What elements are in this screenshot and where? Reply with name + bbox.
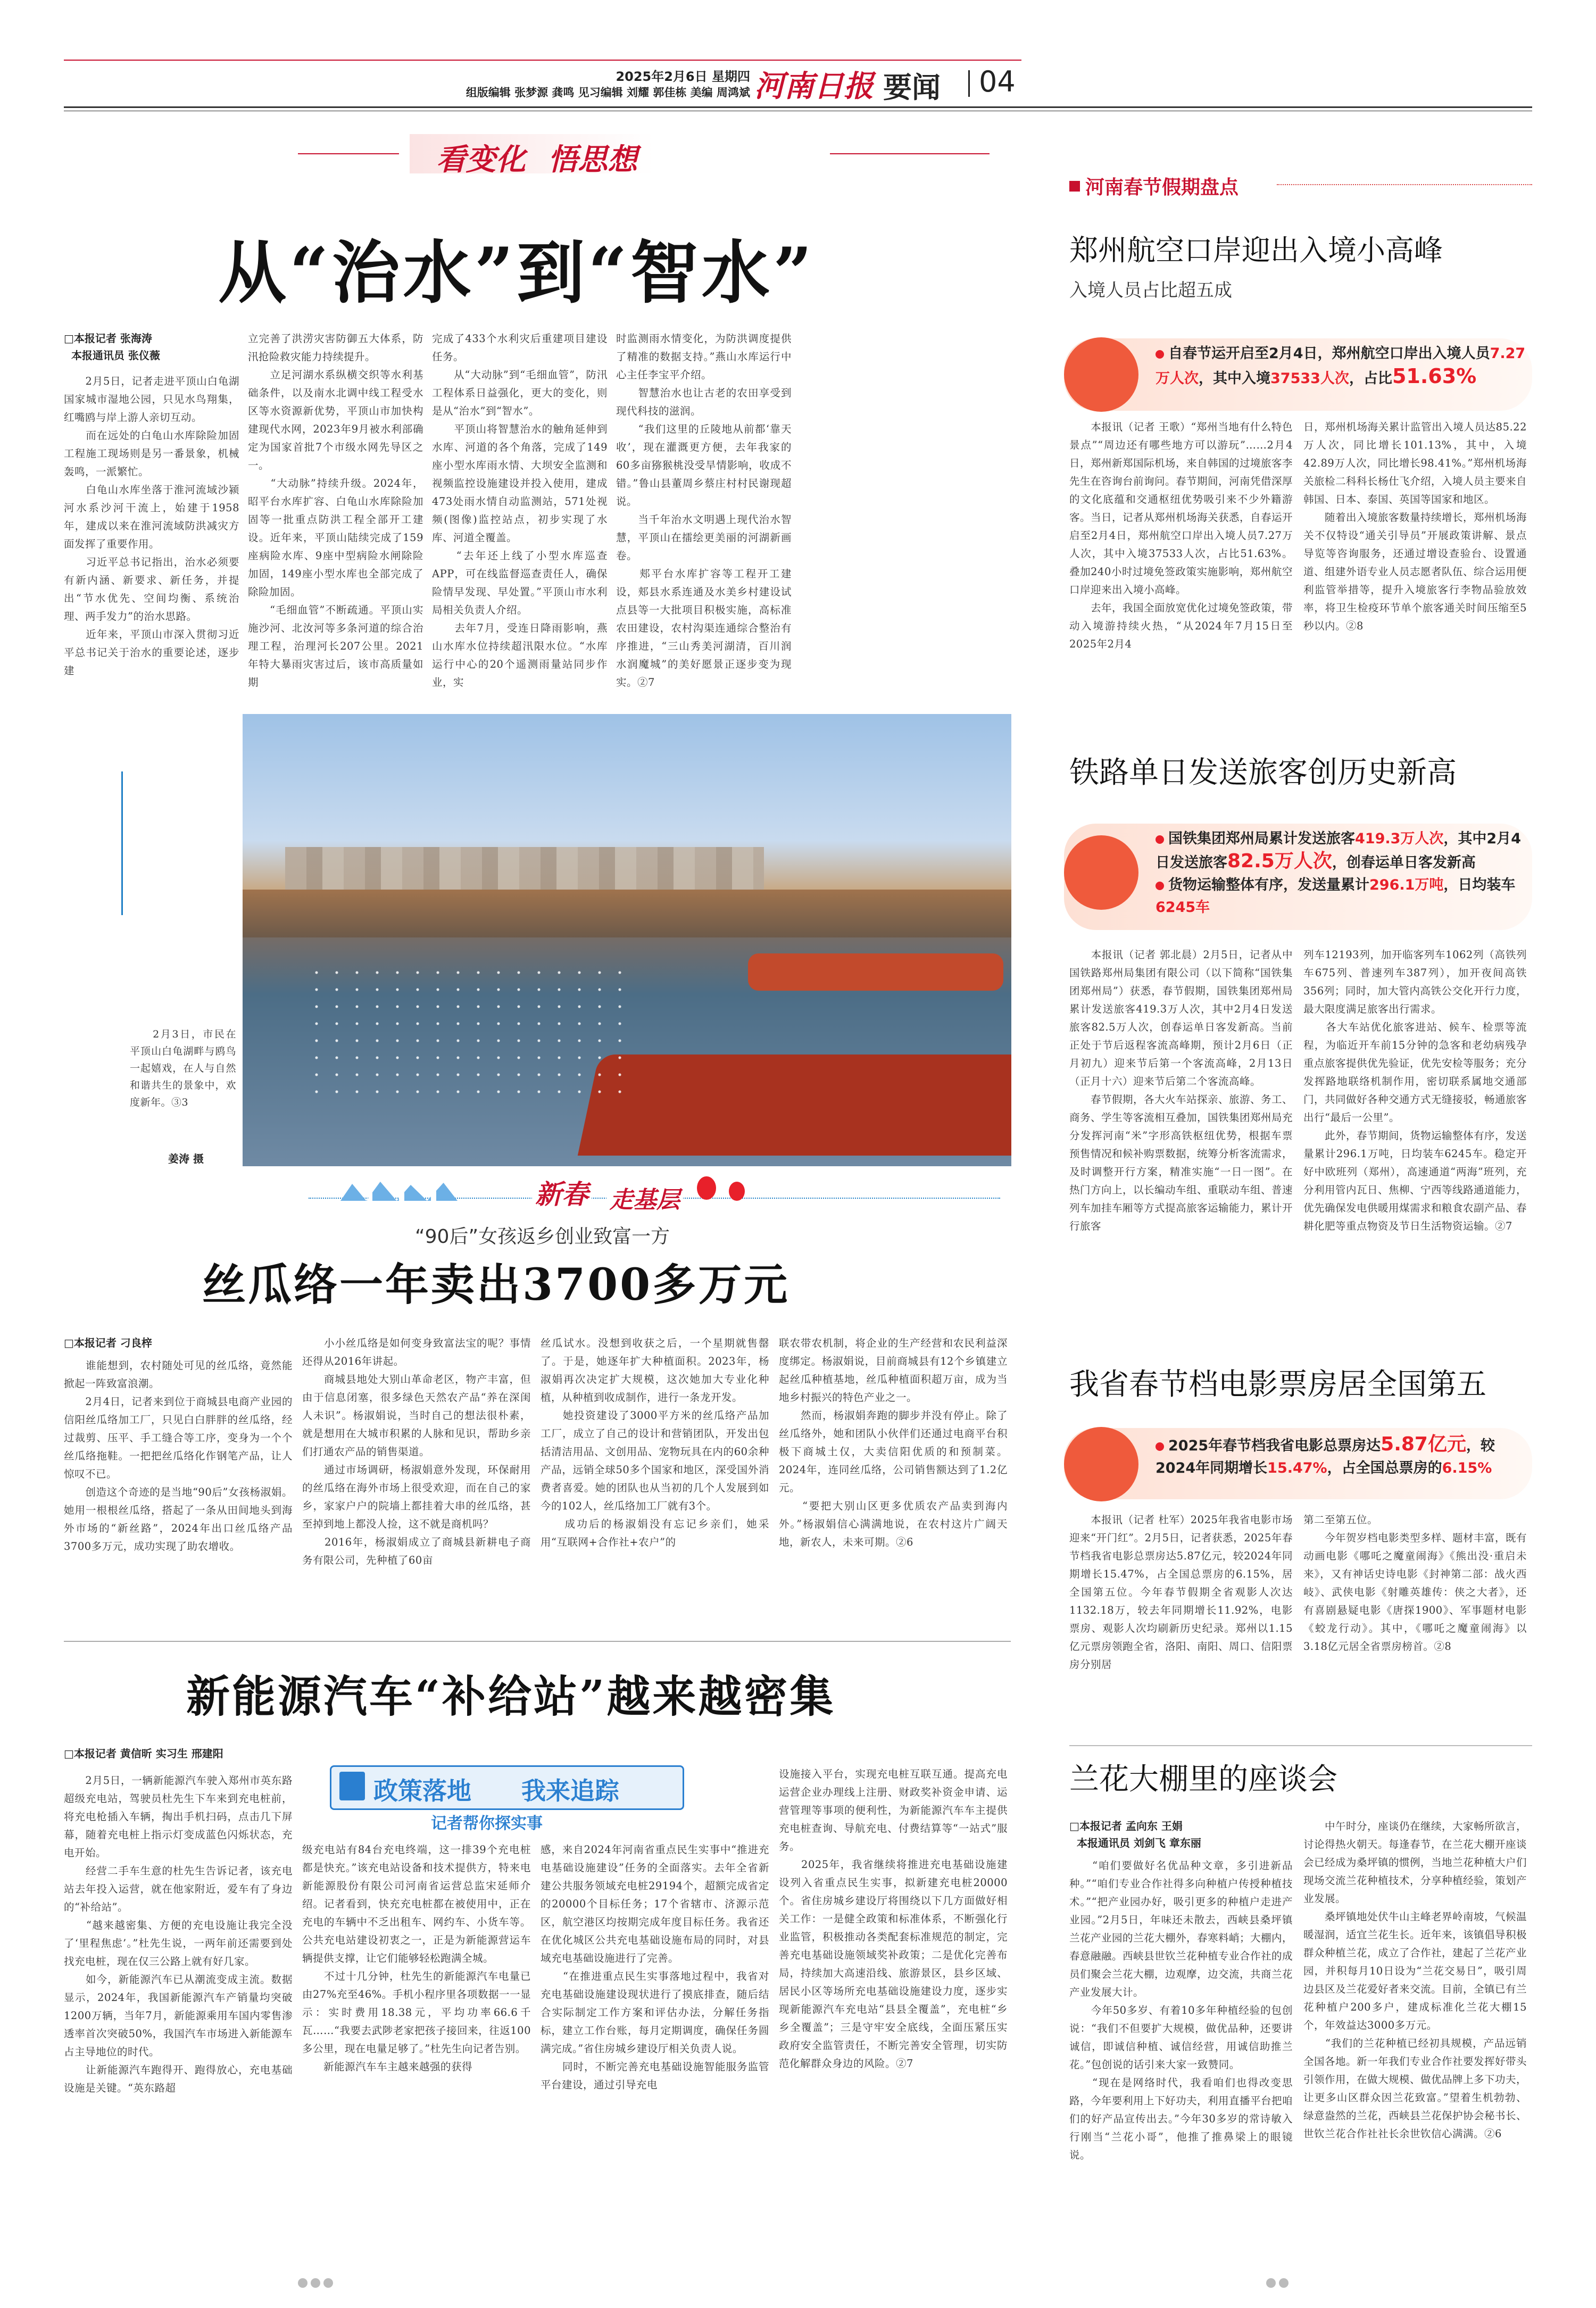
main-col-3: 完成了433个水利灾后重建项目建设任务。 从“大动脉”到“毛细血管”，防汛工程体系日益强化，更大的变化，则是从“治水”到“智水”。 平顶山将智慧治水的触角延伸到水库、河道的各个角落，完成了149座小型水库雨水情、大坝安全监测和视频监控设施建设并投入使用，建成473处雨水情自动监测站，571处视频(图像)监控站点，初步实现了水库、河道全覆盖。 “去年还上线了小型水库巡查APP，可在线监督巡查责任人，确保险情早发现、早处置。”平顶山市水利局相关负责人介绍。 去年7月，受连日降雨影响，燕山水库水位持续超汛限水位。“水库运行中心的20个遥测雨量站同步作业，实 xyxy=(432,333,608,688)
sidebar-4-col-2: 中午时分，座谈仍在继续，大家畅所欲言，讨论得热火朝天。每逢春节，在兰花大棚开座谈会已经成为桑坪镇的惯例，当地兰花种植大户们现场交流兰花种植技术，分享种植经验，策划产业发展。 桑坪镇地处伏牛山主峰老界岭南坡，气候温暖湿润，适宜兰花生长。近年来，该镇倡导积极群众种植兰花，成立了合作社，建起了兰花产业园，并积每月10日设为“兰花交易日”，吸引周边县区及兰花爱好者来交流。目前，全镇已有兰花种植户200多户，建成标准化兰花大棚15个，年效益达3000多万元。 “我们的兰花种植已经初具规模，产品远销全国各地。新一年我们专业合作社要发挥好带头引领作用，在做大规模、做优品牌上多下功夫，让更多山区群众因兰花致富。”望着生机勃勃、绿意盎然的兰花，西峡县兰花保护协会秘书长、世钦兰花合作社社长余世钦信心满满。②6 xyxy=(1303,1820,1527,2140)
grassroots-text-a: 新春 xyxy=(532,1173,592,1211)
masthead-date: 2025年2月6日 星期四 xyxy=(616,69,750,84)
masthead-editors: 组版编辑 张梦源 龚鸣 见习编辑 刘耀 郭佳栋 美编 周鸿斌 xyxy=(466,86,750,99)
sidebar-1-subhead: 入境人员占比超五成 xyxy=(1069,280,1232,301)
sidebar-title-rule xyxy=(1277,184,1532,185)
section-name: 要闻 xyxy=(883,71,941,104)
grassroots-banner xyxy=(309,1173,1000,1216)
main-headline: 从“治水”到“智水” xyxy=(218,233,816,313)
sidebar-separator xyxy=(1069,1745,1532,1746)
kicker-text-a: 看变化 xyxy=(436,142,526,177)
sidebar-2-bullets: 国铁集团郑州局累计发送旅客419.3万人次，其中2月4日发送旅客82.5万人次，创春运单日客发新高 货物运输整体有序，发送量累计296.1万吨，日均装车6245车 xyxy=(1156,831,1521,916)
kicker-banner xyxy=(298,134,990,177)
second-headline: 丝瓜络一年卖出3700多万元 xyxy=(202,1259,790,1310)
policy-badge-text-b: 我来追踪 xyxy=(521,1776,619,1805)
shore-trees xyxy=(243,890,1011,937)
masthead-rule xyxy=(64,60,1021,61)
document-icon xyxy=(339,1772,365,1800)
sidebar-1-col-1: 本报讯（记者 王歌）“郑州当地有什么特色景点”“周边还有哪些地方可以游玩”……2月4日，郑州新郑国际机场，来自韩国的过境旅客李先生在咨询台前询问。春节期间，河南凭借深厚的文化底蕴和交通枢纽优势吸引来不少外籍游客。当日，记者从郑州机场海关获悉，自春运开启至2月4日，郑州航空口岸出入境人员7.27万人次，其中入境37533人次，占比51.63%。叠加240小时过境免签政策实施影响，郑州航空口岸迎来出入境小高峰。 去年，我国全面放宽优化过境免签政策，带动入境游持续火热，“从2024年7月15日至2025年2月4 xyxy=(1069,421,1293,650)
policy-badge xyxy=(330,1765,692,1831)
main-col-1: 2月5日，记者走进平顶山白龟湖国家城市湿地公园，只见水鸟翔集，红嘴鸥与岸上游人亲切互动。 而在远处的白龟山水库除险加固工程施工现场则是另一番景象，机械轰鸣，一派繁忙。 白龟山水库坐落于淮河流域沙颍河水系沙河干流上，始建于1958年，建成以来在淮河流域防洪减灾方面发挥了重要作用。 习近平总书记指出，治水必须要有新内涵、新要求、新任务，并提出“节水优先、空间均衡、系统治理、两手发力”的治水思路。 近年来，平顶山市深入贯彻习近平总书记关于治水的重要论述，逐步建 xyxy=(64,375,239,677)
header-rule xyxy=(64,106,1532,108)
policy-badge-sub: 记者帮你探实事 xyxy=(426,1810,548,1833)
sidebar-3-col-1: 本报讯（记者 杜军）2025年我省电影市场迎来“开门红”。2月5日，记者获悉，2025年春节档我省电影总票房达5.87亿元，较2024年同期增长15.47%，占全国总票房的6.15%，居全国第五位。今年春节假期全省观影人次达1132.18万，较去年同期增长11.92%，电影票房、观影人次均刷新历史纪录。郑州以1.15亿元票房领跑全省，洛阳、南阳、周口、信阳票房分别居 xyxy=(1069,1514,1293,1671)
sidebar-3-headline: 我省春节档电影票房居全国第五 xyxy=(1069,1367,1486,1402)
section-divider xyxy=(968,70,970,97)
main-col-2: 立完善了洪涝灾害防御五大体系，防汛抢险救灾能力持续提升。 立足河湖水系纵横交织等水利基础条件，以及南水北调中线工程受水区等水资源新优势，平顶山市加快构建现代水网，2023年9月被水利部确定为国家首批7个市级水网先导区之一。 “大动脉”持续升级。2024年，昭平台水库扩容、白龟山水库除险加固等一批重点防洪工程全部开工建设。近年来，平顶山陆续完成了159座病险水库、9座中型病险水闸除险加固，149座小型水库也全部完成了除险加固。 “毛细血管”不断疏通。平顶山实施沙河、北汝河等多条河道的综合治理工程，治理河长207公里。2021年特大暴雨灾害过后，该市高质量如期 xyxy=(248,333,423,688)
film-icon xyxy=(1064,1427,1138,1501)
second-subhead: “90后”女孩返乡创业致富一方 xyxy=(415,1226,670,1248)
sidebar-section-marker xyxy=(1069,181,1080,192)
train-icon xyxy=(1064,835,1138,910)
third-byline: □本报记者 黄信昕 实习生 邢建阳 xyxy=(64,1747,223,1760)
airplane-icon xyxy=(1064,337,1138,412)
third-col-1: 2月5日，一辆新能源汽车驶入郑州市英东路超级充电站，驾驶员杜先生下车来到充电桩前，将充电枪插入车辆，掏出手机扫码，点击几下屏幕，随着充电桩上指示灯变成蓝色闪烁状态，充电开始。 经营二手车生意的杜先生告诉记者，该充电站去年投入运营，就在他家附近，爱车有了身边的“补给站”。 “越来越密集、方便的充电设施让我完全没了‘里程焦虑’。”杜先生说，一两年前还需要到处找充电桩，现在仅三公路上就有好几家。 如今，新能源汽车已从潮流变成主流。数据显示，2024年，我国新能源汽车产销量均突破1200万辆，当年7月，新能源乘用车国内零售渗透率首次突破50%，我国汽车市场进入新能源车占主导地位的时代。 让新能源汽车跑得开、跑得放心，充电基础设施是关键。“英东路超 xyxy=(64,1774,293,2094)
second-byline: □本报记者 刁良梓 xyxy=(64,1336,152,1349)
third-col-2: 级充电站有84台充电终端，这一排39个充电桩都是快充。”该充电站设备和技术提供方，特来电新能源股份有限公司河南省运营总监宋延师介绍。记者看到，快充充电桩都在被使用中，正在充电的车辆中不乏出租车、网约车、小货车等。公共充电站建设初衷之一，正是为新能源营运车辆提供支撑，让它们能够轻松跑满全城。 不过十几分钟，杜先生的新能源汽车电量已由27%充至46%。手机小程序里各项数据一一显示：实时费用18.38元，平均功率66.6千瓦……“我要去武陟老家把孩子接回来，往返100多公里，现在电量足够了。”杜先生向记者告别。 新能源汽车车主越来越强的获得 xyxy=(302,1844,531,2073)
gull-flock xyxy=(306,964,626,1102)
lake-photo xyxy=(243,714,1011,1166)
page-dots-right xyxy=(1266,2278,1292,2290)
sidebar-3-bullet: 2025年春节档我省电影总票房达5.87亿元，较2024年同期增长15.47%，占全国总票房的6.15% xyxy=(1156,1433,1495,1476)
sidebar-section-title: 河南春节假期盘点 xyxy=(1085,177,1239,198)
photo-caption-rule xyxy=(121,771,123,915)
main-col-4: 时监测雨水情变化，为防洪调度提供了精准的数据支持。”燕山水库运行中心主任李宝平介绍。 智慧治水也让古老的农田享受到现代科技的滋润。 “我们这里的丘陵地从前都‘靠天收’，现在灌溉更方便，去年我家的60多亩猕猴桃没受旱情影响，收成不错。”鲁山县董周乡蔡庄村村民谢现超说。 当千年治水文明遇上现代治水智慧，平顶山在擂绘更美丽的河湖新画卷。 郏平台水库扩容等工程开工建设，郏县水系连通及水美乡村建设试点县等一大批项目积极实施，高标准农田建设，农村沟渠连通综合整治有序推进，“三山秀美河湖清，百川润水润魔城”的美好愿景正逐步变为现实。②7 xyxy=(616,333,792,688)
sidebar-1-col-2: 日，郑州机场海关累计监管出入境人员达85.22万人次，同比增长101.13%，其中，入境42.89万人次，同比增长98.41%。”郑州机场海关旅检二科科长杨仕飞介绍，入境人员主要来自韩国、日本、泰国、英国等国家和地区。 随着出入境旅客数量持续增长，郑州机场海关不仅特设“通关引导员”开展政策讲解、景点导览等咨询服务，还通过增设查验台、设置通道、组建外语专业人员志愿者队伍、综合运用便利监管举措等，提升入境旅客行李物品验放效率，将卫生检疫环节单个旅客通关时间压缩至5秒以内。②8 xyxy=(1303,421,1527,632)
third-col-4: 设施接入平台，实现充电桩互联互通。提高充电运营企业办理线上注册、财政奖补资金申请、运营管理等事项的便利性，为新能源汽车车主提供充电桩查询、导航充电、付费结算等“一站式”服务。 2025年，我省继续将推进充电基础设施建设列入省重点民生实事，拟新建充电桩20000个。省住房城乡建设厅将围绕以下几方面做好相关工作：一是健全政策和标准体系，不断强化行业监管，积极推动各类配套标准规范的制定，完善充电基础设施领域奖补政策；二是优化完善布局，持续加大高速沿线、旅游景区，县乡区域、居民小区等场所充电基础设施建设力度，逐步实现新能源汽车充电站“县县全覆盖”，充电桩“乡乡全覆盖”；三是守牢安全底线，全面压紧压实政府安全监管责任，不断完善安全管理，切实防范化解群众身边的风险。②7 xyxy=(779,1768,1008,2070)
page-dots-left xyxy=(298,2278,336,2290)
second-col-1: 谁能想到，农村随处可见的丝瓜络，竟然能掀起一阵致富浪潮。 2月4日，记者来到位于商城县电商产业园的信阳丝瓜络加工厂，只见白白胖胖的丝瓜络，经过裁剪、压平、手工缝合等工序，变身为一个个丝瓜络拖鞋。一把把丝瓜络化作钢笔产品，让人惊叹不已。 创造这个奇迹的是当地“90后”女孩杨淑娟。她用一根根丝瓜络，搭起了一条从田间地头到海外市场的“新丝路”，2024年出口丝瓜络产品3700多万元，成功实现了助农增收。 xyxy=(64,1359,293,1552)
boat-1 xyxy=(578,1055,1011,1156)
sidebar-2-headline: 铁路单日发送旅客创历史新高 xyxy=(1069,756,1457,790)
boat-2 xyxy=(748,953,1003,991)
kicker-text-b: 悟思想 xyxy=(548,142,637,177)
sidebar-4-byline: □本报记者 孟向东 王娟 本报通讯员 刘剑飞 章东丽 xyxy=(1069,1820,1201,1849)
paper-logo: 河南日报 xyxy=(754,69,874,104)
separator-rule xyxy=(64,1641,1011,1642)
sidebar-4-headline: 兰花大棚里的座谈会 xyxy=(1069,1762,1337,1797)
sidebar-1-headline: 郑州航空口岸迎出入境小高峰 xyxy=(1069,234,1443,267)
main-byline: □本报记者 张海涛 本报通讯员 张仪薇 xyxy=(64,332,160,362)
page-number: 04 xyxy=(979,65,1016,98)
lantern-icon-2 xyxy=(729,1182,745,1201)
sidebar-2-col-1: 本报讯（记者 郭北晨）2月5日，记者从中国铁路郑州局集团有限公司（以下简称“国铁集团郑州局”）获悉，春节假期，国铁集团郑州局累计发送旅客419.3万人次，其中2月4日发送旅客82.5万人次，创春运单日客发新高。当前正处于节后返程客流高峰期，预计2月6日（正月初九）迎来节后第一个客流高峰，2月13日（正月十六）迎来节后第二个客流高峰。 春节假期，各大火车站探亲、旅游、务工、商务、学生等客流相互叠加，国铁集团郑州局充分发挥河南“米”字形高铁枢纽优势，根据车票预售情况和候补购票数据，统筹分析客流需求，及时调整开行方案，精准实施“一日一图”。在热门方向上，以长编动车组、重联动车组、普速列车加挂车厢等方式提高旅客运输能力，累计开行旅客 xyxy=(1069,949,1293,1232)
sidebar-1-bullet: 自春节运开启至2月4日，郑州航空口岸出入境人员7.27万人次，其中入境37533人次，占比51.63% xyxy=(1156,345,1526,388)
photo-credit: 姜涛 摄 xyxy=(168,1152,204,1165)
sidebar-3-col-2: 第二至第五位。 今年贺岁档电影类型多样、题材丰富，既有动画电影《哪吒之魔童闹海》《熊出没·重启未来》，又有神话史诗电影《封神第二部：战火西岐》、武侠电影《射雕英雄传：侠之大者》，还有喜剧悬疑电影《唐探1900》、军事题材电影《蛟龙行动》。其中，《哪吒之魔童闹海》以3.18亿元居全省票房榜首。②8 xyxy=(1303,1514,1527,1653)
second-col-3: 丝瓜试水。没想到收获之后，一个星期就售罄了。于是，她逐年扩大种植面积。2023年，杨淑娟再次决定扩大规模，这次她加大专业化种植，从种植到收成制作，进行一条龙开发。 她投资建设了3000平方米的丝瓜络产品加工厂，成立了自己的设计和营销团队，开发出包括清洁用品、文创用品、宠物玩具在内的60余种产品，远销全球50多个国家和地区，深受国外消费者喜爱。她的团队也从当初的几个人发展到如今的102人，丝瓜络加工厂就有3个。 成功后的杨淑娟没有忘记乡亲们，她采用“互联网+合作社+农户”的 xyxy=(541,1337,769,1548)
second-col-4: 联农带农机制，将企业的生产经营和农民利益深度绑定。杨淑娟说，目前商城县有12个乡镇建立起丝瓜种植基地，丝瓜种植面积超万亩，成为当地乡村振兴的特色产业之一。 然而，杨淑娟奔跑的脚步并没有停止。除了丝瓜络外，她和团队小伙伴们还通过电商平台积极下商城土仅，大卖信阳优质的和预制菜。2024年，连同丝瓜络，公司销售额达到了1.2亿元。 “要把大别山区更多优质农产品卖到海内外。”杨淑娟信心满满地说，在农村这片广阔天地，新农人，未来可期。②6 xyxy=(779,1337,1008,1548)
third-headline: 新能源汽车“补给站”越来越密集 xyxy=(186,1671,836,1722)
policy-badge-text-a: 政策落地 xyxy=(373,1776,471,1805)
sidebar-2-col-2: 列车12193列，加开临客列车1062列（高铁列车675列、普速列车387列），加开夜间高铁356列；同时，加大管内高铁公交化开行力度，最大限度满足旅客出行需求。 各大车站优化旅客进站、候车、检票等流程，为临近开车前15分钟的急客和老幼病残孕重点旅客提供优先验证，优先安检等服务；充分发挥路地联络机制作用，密切联系属地交通部门，共同做好各种交通方式无缝接驳，畅通旅客出行“最后一公里”。 此外，春节期间，货物运输整体有序，发送量累计296.1万吨，日均装车6245车。稳定开好中欧班列（郑州），高速通道“两海”班列，充分利用管内瓦日、焦柳、宁西等线路通道能力，优先确保发电供暖用煤需求和粮食农副产品、春耕化肥等重点物资及节日生活物资运输。②7 xyxy=(1303,949,1527,1232)
sidebar-4-col-1: “咱们要做好名优品种文章，多引进新品种。”“咱们专业合作社得多向种植户传授种植技术。”“把产业园办好，吸引更多的种植户走进产业园。”2月5日，年味还未散去，西峡县桑坪镇兰花产业园的兰花大棚外，春寒料峭；大棚内，春意融融。西峡县世钦兰花种植专业合作社的成员们聚会兰花大棚，边观摩，边交流，共商兰花产业发展大计。 今年50多岁、有着10多年种植经验的包创说：“我们不但要扩大规模，做优品种，还要讲诚信，即诚信种植、诚信经营，用诚信助推兰花。”包创说的话引来大家一致赞同。 “现在是网络时代，我看咱们也得改变思路，今年要利用上下好功夫，利用直播平台把咱们的好产品宣传出去。”今年30多岁的常诗敏入行刚当“兰花小哥”，他推了推鼻梁上的眼镜说。 xyxy=(1069,1859,1293,2161)
second-col-2: 小小丝瓜络是如何变身致富法宝的呢？事情还得从2016年讲起。 商城县地处大别山革命老区，物产丰富，但由于信息闭塞，很多绿色天然农产品“养在深闺人未识”。杨淑娟说，当时自己的想法很朴素，就是想用在大城市积累的人脉和见识，帮助乡亲们打通农产品的销售渠道。 通过市场调研，杨淑娟意外发现，环保耐用的丝瓜络在海外市场上很受欢迎，而在自己的家乡，家家户户的院墙上都挂着大串的丝瓜络，甚至掉到地上都没人捡，这不就是商机吗？ 2016年，杨淑娟成立了商城县新耕电子商务有限公司，先种植了60亩 xyxy=(302,1337,531,1566)
lantern-icon xyxy=(697,1176,716,1200)
grassroots-text-b: 走基层 xyxy=(606,1181,683,1215)
third-col-3: 感，来自2024年河南省重点民生实事中“推进充电基础设施建设”任务的全面落实。去年全省新建公共服务领域充电桩29194个，超额完成省定的20000个目标任务；17个省辖市、济源示范区，航空港区均按期完成年度目标任务。我省还在优化城区公共充电基础设施布局的同时，对县域充电基础设施进行了完善。 “在推进重点民生实事落地过程中，我省对充电基础设施建设现状进行了摸底排查，随后结合实际制定工作方案和评估办法，分解任务指标，建立工作台账，每月定期调度，确保任务圆满完成。”省住房城乡建设厅相关负责人说。 同时，不断完善充电基础设施智能服务监管平台建设，通过引导充电 xyxy=(541,1844,769,2091)
photo-caption: 2月3日，市民在平顶山白龟湖畔与鸥鸟一起嬉戏，在人与自然和谐共生的景象中，欢度新年。③3 xyxy=(130,1028,236,1108)
